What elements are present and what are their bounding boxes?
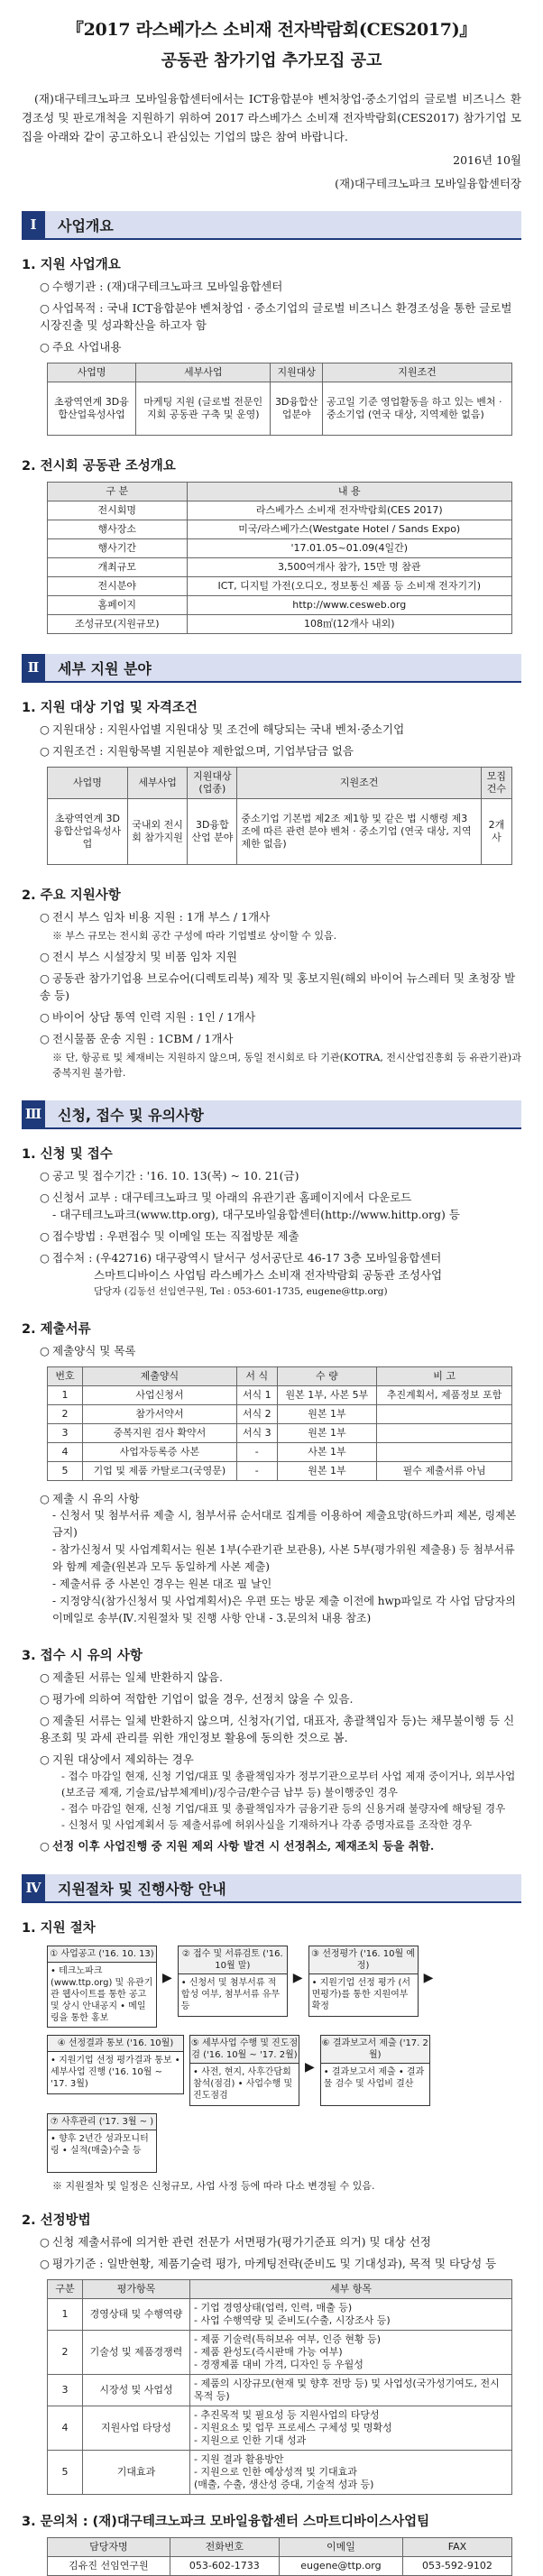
title-line-2: 공동관 참가기업 추가모집 공고 [161, 51, 382, 70]
flow-step: ④ 선정결과 통보 ('16. 10월) • 지원기업 선정 평가결과 통보 • 세부사업 진행 ('16. 10월 ~ '17. 3월) [47, 2035, 184, 2094]
section-title: 세부 지원 분야 [45, 654, 521, 681]
table-row: 5 기업 및 제품 카탈로그(국영문) - 원본 1부 필수 제출서류 아님 [48, 1462, 512, 1481]
bullet-item: ○ 공고 및 접수기간 : '16. 10. 13(목) ~ 10. 21(금) [40, 1169, 299, 1182]
table-header: 사업명 [48, 363, 136, 382]
bullet-item: ○ 수행기관 : (재)대구테크노파크 모바일융합센터 [40, 280, 283, 293]
table-row: 1 경영상태 및 수행역량 - 기업 경영상태(업력, 인력, 매출 등) - 사업 수행역량 및 준비도(수출, 시장조사 등) [48, 2299, 512, 2331]
arrow-right-icon: ▶ [305, 2060, 315, 2075]
table-row: 초광역연계 3D융합산업육성사업 마케팅 지원 (글로벌 전문인지회 공동관 구축 및 운영) 3D융합산업분야 공고일 기준 영업활동을 하고 있는 벤처 · 중소기업 (연국 대상, 지역제한 없음) [48, 382, 512, 436]
exclusion-item: - 신청서 및 사업계획서 등 제출서류에 허위사실을 기재하거나 각종 증명자료를 조작한 경우 [61, 1818, 473, 1831]
subsection-title: 1. 지원 절차 [22, 1921, 96, 1936]
section-header-3 [22, 1100, 521, 1129]
documents-table: 번호 제출양식 서 식 수 량 비 고 1 사업신청서 서식 1 원본 1부, 사본 5부 추진계획서, 제품정보 포함 2 참가서약서 서식 2 원본 1부 3 중복지원 검사 확약서 서식 3 원본 1부 4 사업자등록증 사본 - 사본 1부 5 기업 및 제품 카탈로그(국영문) - 원본 1부 필수 제출서류 아님 [47, 1366, 512, 1481]
bullet-item: ○ 제출양식 및 목록 [40, 1344, 136, 1357]
table-row: 1 사업신청서 서식 1 원본 1부, 사본 5부 추진계획서, 제품정보 포함 [48, 1386, 512, 1405]
bullet-item: ○ 제출된 서류는 일체 반환하지 않음. [40, 1670, 223, 1684]
subsection-title: 2. 제출서류 [22, 1322, 91, 1337]
exclusion-item: - 접수 마감일 현재, 신청 기업/대표 및 총괄책임자가 금융기관 등의 신용거래 불량자에 해당될 경우 [61, 1802, 506, 1815]
flow-step: ① 사업공고 ('16. 10. 13) • 테크노파크(www.ttp.org) 및 유관기관 웹사이트를 통한 공고 및 상시 안내공지 • 메일링을 통한 홍보 [47, 1946, 157, 2028]
eligibility-table: 사업명 세부사업 지원대상(업종) 지원조건 모집건수 초광역연계 3D융합산업육성사업 국내외 전시회 참가지원 3D융합산업 분야 중소기업 기본법 제2조 제1항 및 같은 법 시행령 제3조에 따른 관련 분야 벤처 · 중소기업 (연국 대상, 지역제한 없음) 2개사 [47, 767, 512, 865]
table-row: 전시회명 라스베가스 소비재 전자박람회(CES 2017) [48, 501, 512, 520]
table-row: 4 지원사업 타당성 - 추진목적 및 필요성 등 지원사업의 타당성 - 지원요소 및 업무 프로세스 구체성 및 명확성 - 지원으로 인한 기대 성과 [48, 2406, 512, 2451]
bullet-item: ○ 선정 이후 사업진행 중 지원 제외 사항 발견 시 선정취소, 제재조치 등을 취함. [40, 1839, 435, 1853]
table-row: 개최규모 3,500여개사 참가, 15만 명 참관 [48, 558, 512, 577]
subsection-title: 1. 신청 및 접수 [22, 1147, 113, 1162]
section-header-1 [22, 211, 521, 240]
arrow-right-icon: ▶ [423, 1971, 434, 1985]
table-row: 행사기간 '17.01.05~01.09(4일간) [48, 539, 512, 558]
bullet-item: ○ 공동관 참가기업용 브로슈어(디렉토리북) 제작 및 홍보지원(해외 바이어 뉴스레터 및 초청장 발송 등) [40, 971, 516, 1002]
section-header-4 [22, 1874, 521, 1903]
flow-step: ⑥ 결과보고서 제출 ('17. 2월) • 결과보고서 제출 • 결과물 검수 및 사업비 결산 [320, 2035, 430, 2106]
table-row: 홈페이지 http://www.cesweb.org [48, 596, 512, 615]
bullet-item: ○ 접수방법 : 우편접수 및 이메일 또는 직접방문 제출 [40, 1229, 299, 1243]
bullet-item: ○ 제출된 서류는 일체 반환하지 않으며, 신청자(기업, 대표자, 총괄책임자 등)는 채무불이행 등 신용조회 및 과세 관리를 위한 개인정보 활용에 동의한 것으로 봄. [40, 1714, 515, 1744]
subsection-title: 3. 접수 시 유의 사항 [22, 1649, 143, 1663]
section-number: Ⅱ [22, 654, 45, 681]
bullet-item: ○ 바이어 상담 통역 인력 지원 : 1인 / 1개사 [40, 1010, 256, 1024]
section-title: 신청, 접수 및 유의사항 [45, 1100, 521, 1127]
bullet-item: ○ 평가에 의하여 적합한 기업이 없을 경우, 선정치 않을 수 있음. [40, 1692, 354, 1706]
subsection-title: 1. 지원 대상 기업 및 자격조건 [22, 701, 198, 715]
subsection-title: 2. 주요 지원사항 [22, 888, 121, 903]
table-header: 지원대상 [271, 363, 323, 382]
section-number: Ⅰ [22, 211, 45, 238]
table-row: 3 시장성 및 사업성 - 제품의 시장규모(현재 및 향후 전망 등) 및 사업성(국가성기여도, 전시목적 등) [48, 2375, 512, 2406]
flow-step: ③ 선정평가 ('16. 10월 예정) • 지원기업 선정 평가 (서면평가)를 통한 지원여부 확정 [308, 1946, 419, 2017]
flow-step: ② 접수 및 서류검토 ('16. 10월 말) • 신청서 및 첨부서류 적합성 여부, 첨부서류 유무 등 [178, 1946, 288, 2017]
section-title: 지원절차 및 진행사항 안내 [45, 1874, 521, 1901]
bullet-item: ○ 주요 사업내용 [40, 340, 122, 354]
bullet-item: ○ 신청서 교부 : 대구테크노파크 및 아래의 유관기관 홈페이지에서 다운로드 [40, 1191, 412, 1204]
submit-note: - 제출서류 중 사본인 경우는 원본 대조 필 날인 [52, 1578, 272, 1590]
subsection-title: 2. 선정방법 [22, 2213, 91, 2228]
exhibition-table [47, 482, 512, 634]
bullet-item: ○ 지원 대상에서 제외하는 경우 [40, 1753, 194, 1766]
homepage-link[interactable]: http://www.cesweb.org [187, 596, 512, 615]
subsection-title: 1. 지원 사업개요 [22, 258, 121, 272]
procedure-flow [47, 1946, 511, 2173]
table-header: 세부사업 [136, 363, 271, 382]
announcing-organization: (재)대구테크노파크 모바일융합센터장 [335, 177, 521, 190]
footnote: ※ 지원절차 및 일정은 신청규모, 사업 사정 등에 따라 다소 변경될 수 있음. [52, 2180, 375, 2192]
bullet-item: ○ 평가기준 : 일반현황, 제품기술력 평가, 마케팅전략(준비도 및 기대성과), 목적 및 타당성 등 [40, 2257, 497, 2270]
arrow-right-icon: ▶ [162, 1971, 172, 1985]
bullet-item: ○ 전시 부스 임차 비용 지원 : 1개 부스 / 1개사 [40, 910, 271, 924]
table-row: 2 기술성 및 제품경쟁력 - 제품 기술력(특허보유 여부, 인증 현황 등) - 제품 완성도(즉시판매 가능 여부) - 경쟁제품 대비 가격, 디자인 등 우월성 [48, 2331, 512, 2375]
table-row: 2 참가서약서 서식 2 원본 1부 [48, 1405, 512, 1424]
bullet-item: ○ 지원조건 : 지원항목별 지원분야 제한없으며, 기업부담금 없음 [40, 744, 354, 758]
intro-paragraph: (재)대구테크노파크 모바일융합센터에서는 ICT융합분야 벤처창업·중소기업의 글로벌 비즈니스 환경조성 및 판로개척을 지원하기 위하여 2017 라스베가스 소비재 전자박람회(CES2017) 참가기업 모집을 아래와 같이 공고하오니 관심있는 기업의 많은 참여 바랍니다. [22, 92, 521, 143]
section-number: Ⅳ [22, 1874, 45, 1901]
section-number: Ⅲ [22, 1100, 45, 1127]
submit-note: - 참가신청서 및 사업계획서는 원본 1부(수관기관 보관용), 사본 5부(평가위원 제출용) 등 첨부서류와 함께 제출(원본과 모두 동일하게 사본 제출) [52, 1543, 515, 1573]
subsection-title: 3. 문의처 : (재)대구테크노파크 모바일융합센터 스마트디바이스사업팀 [22, 2515, 430, 2529]
bullet-item: ○ 사업목적 : 국내 ICT융합분야 벤처창업 · 중소기업의 글로벌 비즈니스 환경조성을 통한 글로벌 시장진출 및 성과확산을 하고자 함 [40, 301, 512, 332]
footnote: ※ 부스 규모는 전시회 공간 구성에 따라 기업별로 상이할 수 있음. [52, 930, 337, 942]
bullet-item: ○ 전시물품 운송 지원 : 1CBM / 1개사 [40, 1032, 234, 1045]
bullet-item: ○ 지원대상 : 지원사업별 지원대상 및 조건에 해당되는 국내 벤처·중소기업 [40, 722, 405, 736]
table-row: 행사장소 미국/라스베가스(Westgate Hotel / Sands Expo) [48, 520, 512, 539]
title-line-1: 『2017 라스베가스 소비재 전자박람회(CES2017)』 [66, 20, 477, 40]
table-row: 5 기대효과 - 지원 결과 활용방안 - 지원으로 인한 예상성적 및 기대효과 (매출, 수출, 생산성 증대, 기술적 성과 등) [48, 2451, 512, 2495]
table-header: 지원조건 [323, 363, 512, 382]
contact-line: 담당자 (김동선 선임연구원, Tel : 053-601-1735, eugene@ttp.org) [94, 1286, 388, 1297]
bullet-item: ○ 제출 시 유의 사항 [40, 1492, 140, 1505]
team-line: 스마트디바이스 사업팀 라스베가스 소비재 전자박람회 공동관 조성사업 [94, 1268, 443, 1282]
submit-note: - 지정양식(참가신청서 및 사업계획서)은 우편 또는 방문 제출 이전에 hwp파일로 각 사업 담당자의 이메일로 송부(Ⅳ.지원절차 및 진행 사항 안내 - 3.문의처 내용 참조) [52, 1595, 516, 1624]
table-header: 구 분 [48, 483, 188, 501]
exclusion-item: - 접수 마감일 현재, 신청 기업/대표 및 총괄책임자가 정부기관으로부터 사업 제재 중이거나, 외부사업(보조금 제재, 기술료/납부체계비)/징수금/환수금 납부 등) 불이행중인 경우 [61, 1770, 516, 1799]
table-header: 내 용 [187, 483, 512, 501]
arrow-right-icon: ▶ [292, 1971, 303, 1985]
footnote: ※ 단, 항공료 및 체재비는 지원하지 않으며, 동일 전시회로 타 기관(KOTRA, 전시산업진흥회 등 유관기관)과 중복지원 불가함. [52, 1052, 521, 1079]
document-title [22, 0, 521, 71]
table-row: 3 중복지원 검사 확약서 서식 3 원본 1부 [48, 1424, 512, 1443]
table-row: 김유진 선임연구원 053-602-1733 eugene@ttp.org 053-592-9102 [48, 2557, 512, 2576]
table-row: 전시분야 ICT, 디지털 가전(오디오, 정보통신 제품 등 소비재 전자기기) [48, 577, 512, 596]
announcement-date: 2016년 10월 [453, 153, 521, 167]
flow-step: ⑤ 세부사업 수행 및 진도점검 ('16. 10월 ~ '17. 2월) • 사전, 현지, 사후간담회 참석(점검) • 사업수행 및 진도점검 [189, 2035, 299, 2106]
section-header-2 [22, 654, 521, 683]
subsection-title: 2. 전시회 공동관 조성개요 [22, 459, 176, 474]
table-row: 조성규모(지원규모) 108㎡(12개사 내외) [48, 615, 512, 634]
bullet-item: ○ 전시 부스 시설장치 및 비품 임차 지원 [40, 950, 237, 963]
email-link[interactable]: eugene@ttp.org [279, 2557, 402, 2576]
table-row: 초광역연계 3D융합산업육성사업 국내외 전시회 참가지원 3D융합산업 분야 중소기업 기본법 제2조 제1항 및 같은 법 시행령 제3조에 따른 관련 분야 벤처 · 중소기업 (연국 대상, 지역제한 없음) 2개사 [48, 799, 512, 865]
section-title: 사업개요 [45, 211, 521, 238]
contact-table: 담당자명 전화번호 이메일 FAX 김유진 선임연구원 053-602-1733 eugene@ttp.org 053-592-9102 [47, 2537, 512, 2576]
submit-note: - 신청서 및 첨부서류 제출 시, 첨부서류 순서대로 집계를 이용하여 제출요망(하드카피 제본, 링제본 금지) [52, 1509, 517, 1539]
table-row: 4 사업자등록증 사본 - 사본 1부 [48, 1443, 512, 1462]
download-sites: - 대구테크노파크(www.ttp.org), 대구모바일융합센터(http://www.hittp.org) 등 [52, 1208, 460, 1221]
evaluation-table: 구분 평가항목 세부 항목 1 경영상태 및 수행역량 - 기업 경영상태(업력, 인력, 매출 등) - 사업 수행역량 및 준비도(수출, 시장조사 등) 2 기술성 및 제품경쟁력 - 제품 기술력(특허보유 여부, 인증 현황 등) - 제품 완성도(즉시판매 가능 여부) - 경쟁제품 대비 가격, 디자인 등 우월성 3 시장성 및 사업성 - 제품의 시장규모(현재 및 향후 전망 등) 및 사업성(국가성기여도, 전시목적 등) 4 지원사업 타당성 - 추진목적 및 필요성 등 지원사업의 타당성 - 지원요소 및 업무 프로세스 구체성 및 명확성 - 지원으로 인한 기대 성과 5 기대효과 - 지원 결과 활용방안 - 지원으로 인한 예상성적 및 기대효과 (매출, 수출, 생산성 증대, 기술적 성과 등) [47, 2279, 512, 2495]
business-table [47, 363, 512, 436]
flow-step: ⑦ 사후관리 ('17. 3월 ~ ) • 향후 2년간 성과모니터링 • 실적(매출)수출 등 [47, 2113, 157, 2173]
bullet-item: ○ 접수처 : (우42716) 대구광역시 달서구 성서공단로 46-17 3층 모바일융합센터 [40, 1251, 442, 1265]
bullet-item: ○ 신청 제출서류에 의거한 관련 전문가 서면평가(평가기준표 의거) 및 대상 선정 [40, 2235, 431, 2249]
